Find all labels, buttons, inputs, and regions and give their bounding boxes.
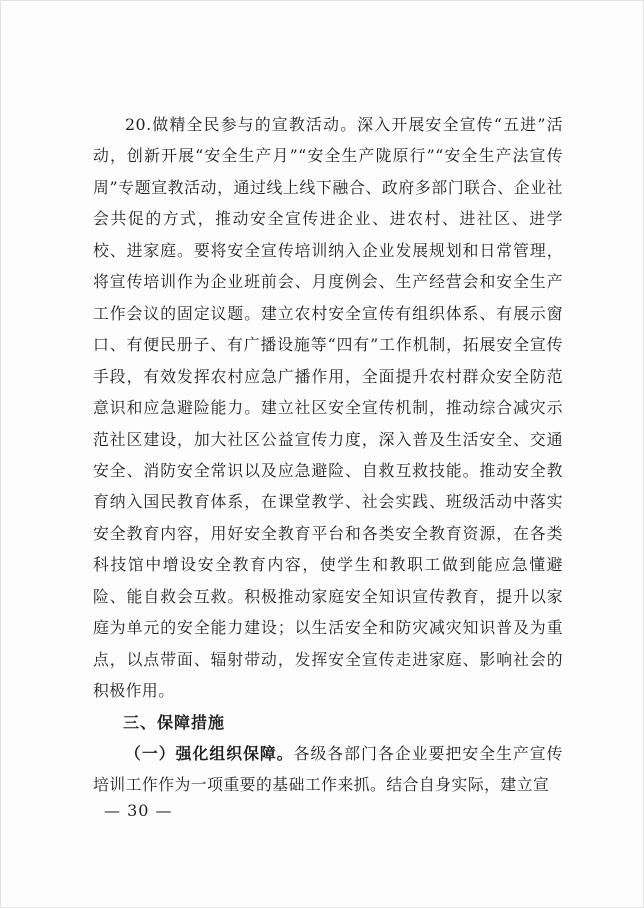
page-number: — 30 — [104, 801, 173, 820]
item-text: 各级各部门各企业要把安全生产宣传培训工作作为一项重要的基础工作来抓。结合自身实际，建立宣 [93, 744, 563, 795]
paragraph-organizational-guarantee [93, 738, 563, 801]
paragraph-20 [93, 109, 563, 707]
item-lead: （一）强化组织保障。 [125, 744, 294, 763]
paragraph-20-text: 做精全民参与的宣教活动。深入开展安全宣传“五进”活动，创新开展“安全生产月”“安全生产陇原行”“安全生产法宣传周”专题宣教活动，通过线上线下融合、政府多部门联合、企业社会共促的方式，推动安全宣传进企业、进农村、进社区、进学校、进家庭。要将安全宣传培训纳入企业发展规划和日常管理，将宣传培训作为企业班前会、月度例会、生产经营会和安全生产工作会议的固定议题。建立农村安全宣传有组织体系、有展示窗口、有便民册子、有广播设施等“四有”工作机制，拓展安全宣传手段，有效发挥农村应急广播作用，全面提升农村群众安全防范意识和应急避险能力。建立社区安全宣传机制，推动综合减灾示范社区建设，加大社区公益宣传力度，深入普及生活安全、交通安全、消防安全常识以及应急避险、自救互救技能。推动安全教育纳入国民教育体系，在课堂教学、社会实践、班级活动中落实安全教育内容，用好安全教育平台和各类安全教育资源，在各类科技馆中增设安全教育内容，使学生和教职工做到能应急懂避险、能自救会互救。积极推动家庭安全知识宣传教育，提升以家庭为单元的安全能力建设；以生活安全和防灾减灾知识普及为重点，以点带面、辐射带动，发挥安全宣传走进家庭、影响社会的积极作用。 [93, 115, 563, 701]
paragraph-number: 20. [125, 115, 152, 134]
section-heading: 三、保障措施 [123, 713, 226, 732]
